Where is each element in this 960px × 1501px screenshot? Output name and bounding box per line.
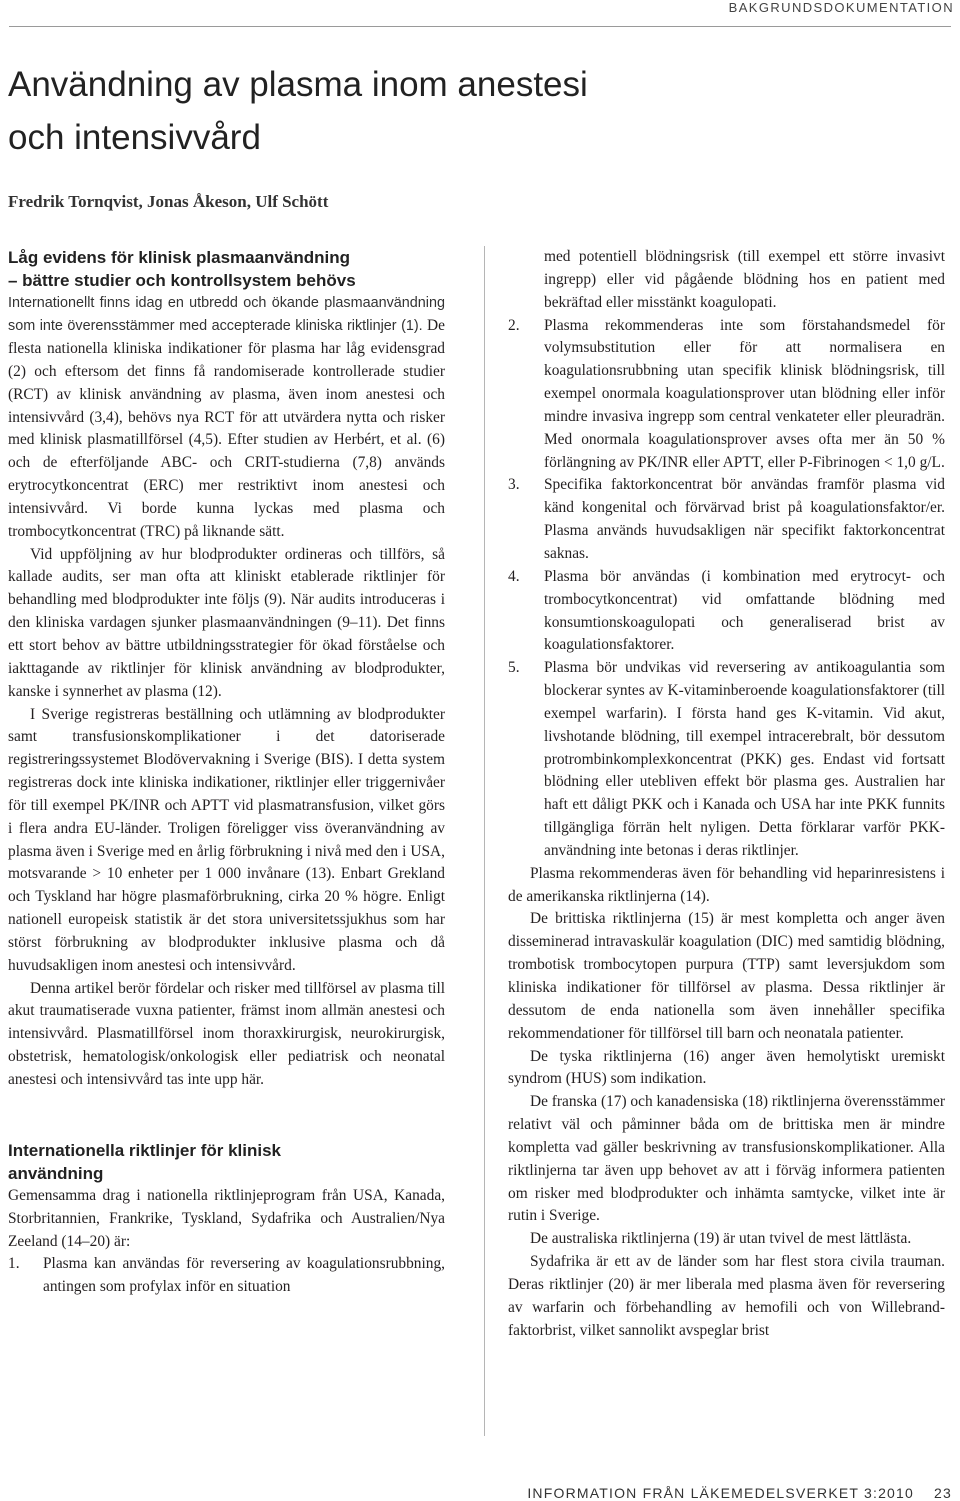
paragraph: Vid uppföljning av hur blodprodukter ordineras och tillförs, så kallade audits, ser man ofta att kliniskt etablerade riktlinjer för behandling med blodprodukter inte följs (9). När audits introduceras i den kliniska vardagen sjunker plasmaanvändningen (9–11). Det finns ett stort behov av bättre utbildningsstrategier för ökad förståelse och iakttagande av riktlinjer för klinisk användning av blodprodukter, kanske i synnerhet av plasma (12). xyxy=(8,545,445,700)
section-heading-evidence xyxy=(8,246,445,292)
list-item xyxy=(508,657,945,863)
paragraph: De tyska riktlinjerna (16) anger även hemolytiskt uremiskt syndrom (HUS) som indikation. xyxy=(508,1047,945,1088)
article-title xyxy=(8,58,908,164)
heading-line-1: Internationella riktlinjer för klinisk xyxy=(8,1140,282,1160)
guideline-list xyxy=(8,1253,445,1299)
title-line-1: Användning av plasma inom anestesi xyxy=(8,65,588,104)
page-footer xyxy=(527,1485,952,1501)
list-item-continued: med potentiell blödningsrisk (till exempel ett större invasivt ingrepp) eller vid pågående blödning hos en patient med bekräftad eller misstänkt koagulopati. xyxy=(544,248,945,311)
article-authors: Fredrik Tornqvist, Jonas Åkeson, Ulf Schött xyxy=(8,192,329,211)
list-number: 1. xyxy=(8,1255,20,1273)
list-text: Plasma bör undvikas vid reversering av antikoagulantia som blockerar syntes av K-vitaminberoende koagulationsfaktorer (till exempel warfarin). I första hand ges K-vitamin. Vid akut, livshotande blödning, till exempel intracerebralt, bör dessutom protrombinkomplexkoncentrat (PKK) ges. Endast vid fortsatt blödning eller utebliven effekt bör plasma ges. Australien har haft ett dåligt PKK och i Kanada och USA har inte PKK funnits tillgängliga förrän helt nyligen. Detta förklarar varför PKK-användning inte betonas i deras riktlinjer. xyxy=(544,659,945,859)
list-number: 5. xyxy=(508,659,520,677)
list-number: 3. xyxy=(508,476,520,494)
paragraph-text: De flesta nationella kliniska indikationer för plasma har låg evidensgrad (2) och eftersom det finns få randomiserade kontrollerade studier (RCT) av klinisk användning av plasma, även inom anestesi och intensivvård (3,4), behövs nya RCT för att utvärdera nytta och risker med klinisk plasmatillförsel (4,5). Efter studien av Herbért, et al. (6) och de efterföljande ABC- och CRIT-studierna (7,8) används erytrocytkoncentrat (ERC) mer restriktivt inom anestesi och intensivvård. Vi borde kunna lyckas med plasma och trombocytkoncentrat (TRC) på liknande sätt. xyxy=(8,317,445,540)
paragraph: I Sverige registreras beställning och utlämning av blodprodukter samt transfusionskomplikationer i det datoriserade registreringssystemet Blodövervakning i Sverige (BIS). I detta system registreras dock inte kliniska indikationer, riktlinjer eller triggernivåer för till exempel PK/INR och APTT vid plasmatransfusion, vilket görs i flera andra EU-länder. Troligen föreligger viss överanvändning av plasma även i Sverige med en årlig förbrukning i nivå med den i USA, motsvarande > 10 enheter per 1 000 invånare (13). Enbart Grekland och Tyskland har högre plasmaförbrukning, cirka 20 % högre. Enligt nationell europeisk statistik är det stora universitetssjukhus som har störst förbrukning av blodprodukter inklusive plasma och då huvudsakligen inom anestesi och intensivvård. xyxy=(8,705,445,974)
list-number: 2. xyxy=(508,316,520,334)
lead-text: Internationellt finns idag en utbredd och ökande plasmaanvändning som inte överensstämmer med accepterade kliniska riktlinjer (1). xyxy=(8,295,445,334)
title-line-2: och intensivvård xyxy=(8,118,261,157)
list-number: 4. xyxy=(508,567,520,585)
list-item xyxy=(508,474,945,565)
list-item xyxy=(8,1253,445,1299)
guideline-list-continued xyxy=(508,315,945,863)
section-label: BAKGRUNDSDOKUMENTATION xyxy=(728,0,954,15)
publication-label: INFORMATION FRÅN LÄKEMEDELSVERKET 3:2010 xyxy=(527,1485,915,1501)
paragraph: De australiska riktlinjerna (19) är utan tvivel de mest lättlästa. xyxy=(530,1230,912,1248)
list-item xyxy=(508,315,945,475)
column-divider xyxy=(484,246,485,1436)
header-rule xyxy=(9,26,951,27)
paragraph: Gemensamma drag i nationella riktlinjeprogram från USA, Kanada, Storbritannien, Frankrike, Tyskland, Sydafrika och Australien/Nya Zeeland (14–20) är: xyxy=(8,1186,445,1250)
list-text: Plasma bör användas (i kombination med erytrocyt- och trombocytkoncentrat) vid omfattande blödning med konsumtionskoagulopati och generaliserad brist av koagulationsfaktorer. xyxy=(544,567,945,654)
paragraph: Plasma rekommenderas även för behandling vid heparinresistens i de amerikanska riktlinjerna (14). xyxy=(508,864,945,905)
list-text: Plasma rekommenderas inte som förstahandsmedel för volymsubstitution eller för att normalisera en koagulationsrubbning utan specifik klinisk blödningsrisk, till exempel onormala koagulationsprover utan blödning eller inför mindre invasiva ingrepp som central venkateter eller pleuradrän. Med onormala koagulationsprover avses ofta mer än 50 % förlängning av PK/INR eller APTT, eller P-Fibrinogen < 1,0 g/L. xyxy=(544,316,945,471)
heading-line-2: – bättre studier och kontrollsystem behövs xyxy=(8,271,356,290)
list-item xyxy=(508,566,945,657)
list-text: Specifika faktorkoncentrat bör användas framför plasma vid känd kongenital och förvärvad brist på koagulationsfaktor/er. Plasma används huvudsakligen när specifikt faktorkoncentrat saknas. xyxy=(544,476,945,562)
left-column xyxy=(8,246,445,1299)
heading-line-2: användning xyxy=(8,1163,104,1183)
list-text: Plasma kan användas för reversering av koagulationsrubbning, antingen som profylax inför en situation xyxy=(43,1255,445,1296)
paragraph: De franska (17) och kanadensiska (18) riktlinjerna överensstämmer relativt väl och påminner båda om de brittiska men är mindre kompletta vad gäller beskrivning av transfusionskomplikationer. Alla riktlinjerna tar även upp behovet av att i förväg informera patienten om risker med blodprodukter och inhämta samtycke, vilket inte är rutin i Sverige. xyxy=(508,1093,945,1225)
paragraph: De brittiska riktlinjerna (15) är mest kompletta och anger även disseminerad intravaskulär koagulation (DIC) med samtidig blödning, trombotisk trombocytopen purpura (TTP) samt leversjukdom som kliniska indikationer för tillförsel av plasma. Dessa riktlinjer är dessutom de enda nationella som även innehåller specifika rekommendationer för tillförsel till barn och neonatala patienter. xyxy=(508,910,945,1042)
paragraph xyxy=(8,292,445,544)
paragraph: Sydafrika är ett av de länder som har flest stora civila trauman. Deras riktlinjer (20) är mer liberala med plasma även för reversering av warfarin och förbehandling av hemofili och von Willebrand-faktorbrist, vilket sannolikt avspeglar brist xyxy=(508,1253,945,1339)
page-number: 23 xyxy=(934,1485,952,1501)
right-column xyxy=(508,246,945,1343)
paragraph: Denna artikel berör fördelar och risker med tillförsel av plasma till akut traumatiserade vuxna patienter, främst inom allmän anestesi och intensivvård. Plasmatillförsel inom thoraxkirurgisk, neurokirurgisk, obstetrisk, hematologisk/onkologisk eller pediatrisk och neonatal anestesi och intensivvård tas inte upp här. xyxy=(8,979,445,1088)
section-heading-guidelines xyxy=(8,1139,445,1185)
heading-line-1: Låg evidens för klinisk plasmaanvändning xyxy=(8,248,350,267)
